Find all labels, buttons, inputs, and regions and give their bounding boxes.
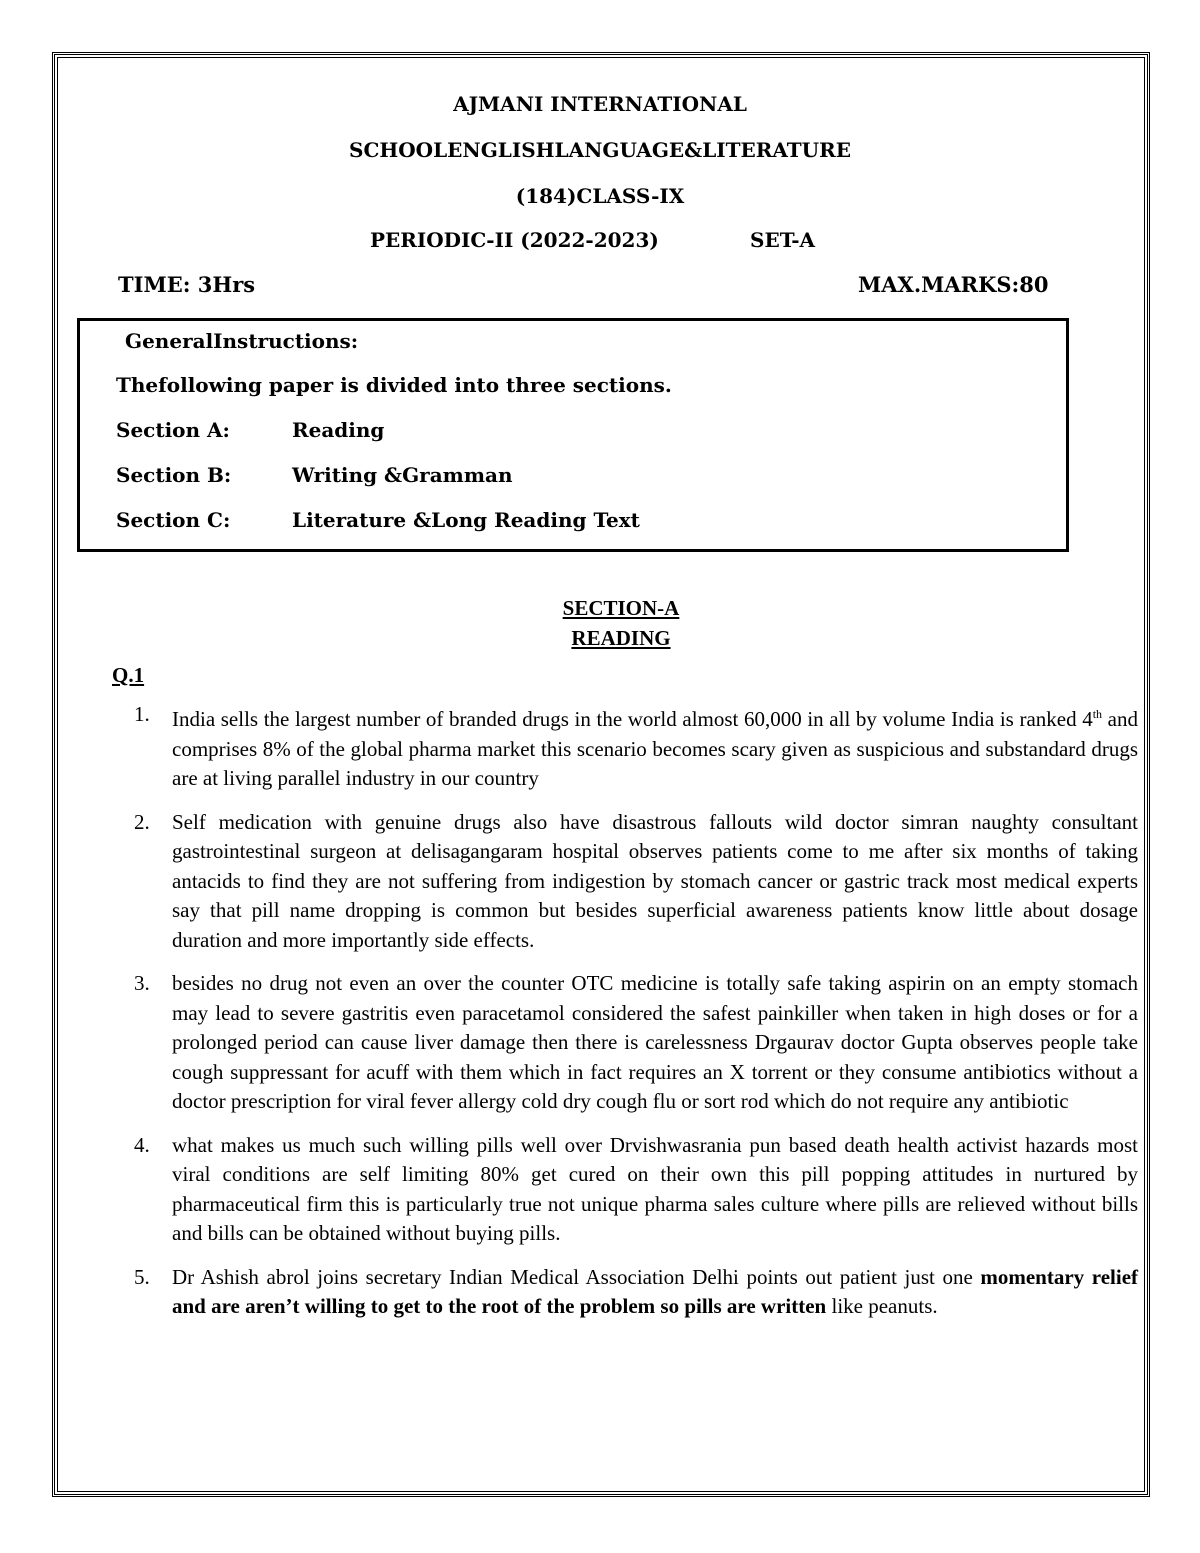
section-c-label: Section C: xyxy=(116,508,231,532)
section-a-name: Reading xyxy=(292,418,385,442)
paragraph-bold-text: momentary relief and are aren’t willing to get to the root of the problem so pills are written xyxy=(172,1264,1139,1318)
section-a-subtitle: READING xyxy=(571,626,671,650)
list-item xyxy=(134,969,1138,1117)
paragraph-text: and comprises 8% of the global pharma market this scenario becomes scary given as suspicious and substandard drugs are at living parallel industry in our country xyxy=(172,707,1138,790)
paragraph-text: besides no drug not even an over the counter OTC medicine is totally safe taking aspirin on an empty stomach may lead to severe gastritis even paracetamol considered the safest painkiller when taken in high doses or for a prolonged period can cause liver damage then there is carelessness Drgaurav doctor Gupta observes people take cough suppressant for acuff with them which in fact requires an X torrent or they consume antibiotics without a doctor prescription for viral fever allergy cold dry cough flu or sort rod which do not require any antibiotic xyxy=(172,971,1138,1113)
section-b-label: Section B: xyxy=(116,463,232,487)
instructions-intro: Thefollowing paper is divided into three sections. xyxy=(116,373,672,397)
paragraph-text: Dr Ashish abrol joins secretary Indian Medical Association Delhi points out patient just one xyxy=(172,1264,981,1289)
paragraph-text: India sells the largest number of branded drugs in the world almost 60,000 in all by volume India is ranked 4 xyxy=(172,707,1093,731)
list-number: 2. xyxy=(134,809,150,834)
instructions-title: GeneralInstructions: xyxy=(125,329,359,353)
paragraph-text: what makes us much such willing pills well over Drvishwasrania pun based death health activist hazards most viral conditions are self limiting 80% get cured on their own this pill popping attitudes in nurtured by pharmaceutical firm this is particularly true not unique pharma sales culture where pills are relieved without bills and bills can be obtained without buying pills. xyxy=(172,1132,1138,1245)
section-a-label: Section A: xyxy=(116,418,230,442)
exam-title: PERIODIC-II (2022-2023) xyxy=(370,228,659,252)
paragraph-text: like peanuts. xyxy=(826,1294,938,1318)
section-b-name: Writing &Gramman xyxy=(292,463,513,487)
general-instructions-box xyxy=(77,318,1069,552)
set-label: SET-A xyxy=(750,228,816,252)
list-item xyxy=(134,808,1138,956)
list-item xyxy=(134,1131,1138,1249)
list-number: 5. xyxy=(134,1264,150,1289)
class-title: (184)CLASS-IX xyxy=(515,184,685,208)
paragraph-text: Self medication with genuine drugs also have disastrous fallouts wild doctor simran naughty consultant gastrointestinal surgeon at delisagangaram hospital observes patients come to me after six months of taking antacids to find they are not suffering from indigestion by stomach cancer or gastric track most medical experts say that pill name dropping is common but besides superficial awareness patients know little about dosage duration and more importantly side effects. xyxy=(172,809,1138,952)
list-item xyxy=(134,1263,1138,1322)
section-c-name: Literature &Long Reading Text xyxy=(292,508,640,532)
list-number: 3. xyxy=(134,971,150,995)
question-label: Q.1 xyxy=(112,663,145,687)
section-a-title: SECTION-A xyxy=(562,596,680,620)
list-number: 1. xyxy=(134,702,150,726)
ordinal-suffix: th xyxy=(1092,707,1103,721)
passage-list xyxy=(134,700,1138,1336)
time-label: TIME: 3Hrs xyxy=(118,272,256,297)
list-number: 4. xyxy=(134,1132,150,1157)
subject-title: SCHOOLENGLISHLANGUAGE&LITERATURE xyxy=(349,138,851,162)
max-marks-label: MAX.MARKS:80 xyxy=(858,272,1049,297)
school-name: AJMANI INTERNATIONAL xyxy=(453,92,747,116)
list-item xyxy=(134,700,1138,794)
